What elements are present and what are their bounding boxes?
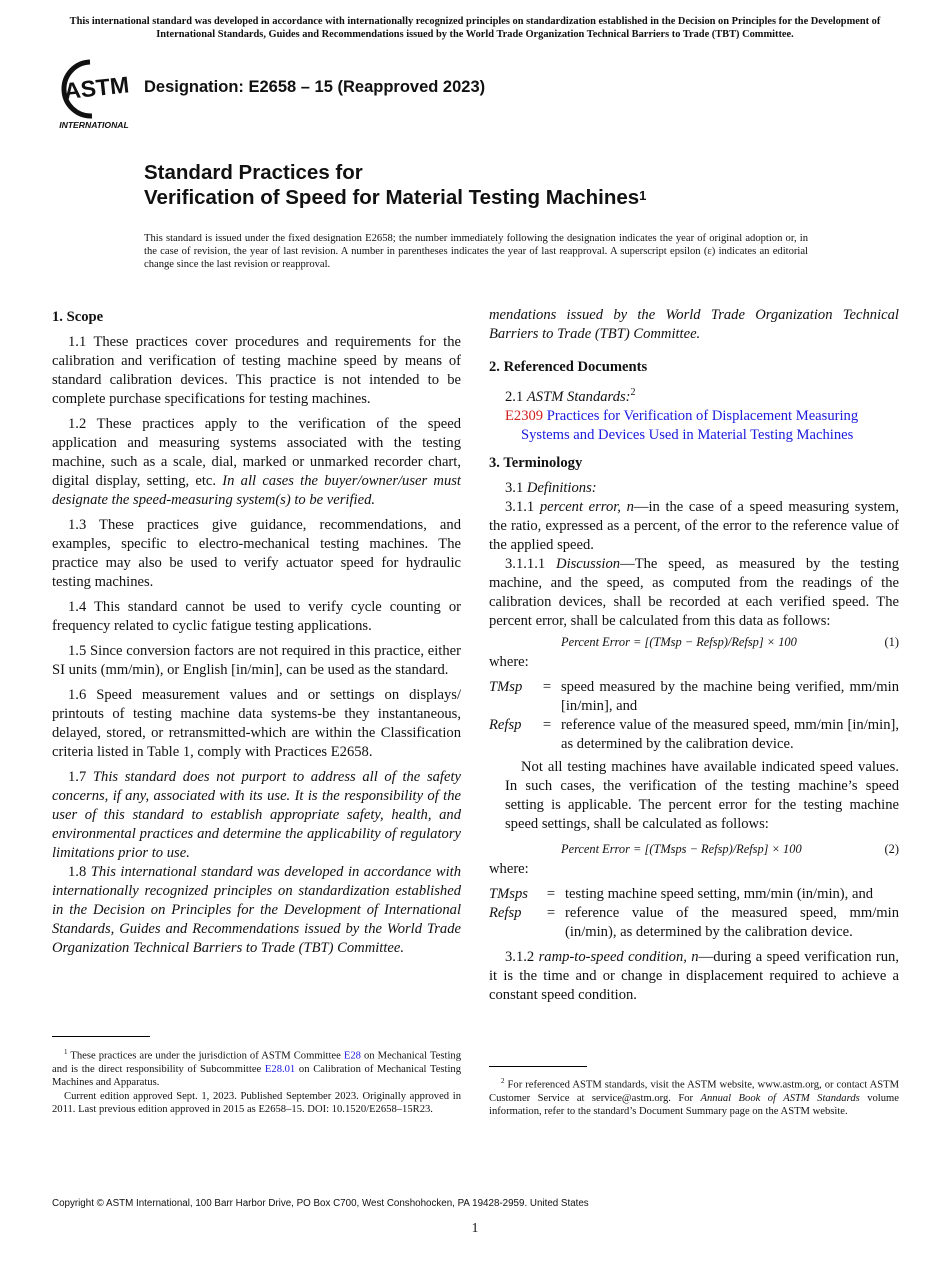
def-row: TMsps = testing machine speed setting, mm/min (in/min), and [489, 886, 874, 902]
terminology-section [489, 454, 899, 1005]
copyright: Copyright © ASTM International, 100 Barr Harbor Drive, PO Box C700, West Conshohocken, PA 19428-2959. United States [52, 1198, 589, 1209]
para-1-2 [52, 415, 461, 510]
footnote-rule-left [52, 1036, 150, 1037]
para-1-2-text: 1.2 These practices apply to the verification of the speed application and measuring systems associated with the testing machine, such as a scale, dial, marked or unmarked recorder chart, digital display, setting, etc. [52, 416, 461, 489]
equation-1-number: (1) [884, 634, 899, 649]
para-1-7 [52, 768, 461, 863]
para-1-1: 1.1 These practices cover procedures and requirements for the calibration and verification of testing machine speed by means of standard calibration devices. This practice is not intended to be complete purchase specifications for testing machines. [52, 334, 461, 407]
definitions-label: 3.1 Definitions: [505, 480, 597, 496]
footnote-1-text-b: on Mechanical Testing and is the direct responsibility of Subcommittee [52, 1050, 461, 1075]
para-1-7-text: This standard does not purport to address all of the safety concerns, if any, associated with its use. It is the responsibility of the user of this standard to establish appropriate safety, health, and environmental practices and determine the applicability of regulatory limitations prior to use. [52, 769, 461, 861]
referenced-section [489, 358, 899, 445]
footnote-2: $^2$ For referenced ASTM standards, visit the ASTM website, www.astm.org, or contact ASTM Customer Service at service@astm.org. For Annual Book of ASTM Standards volume information, refer to the standard’s Document Summary page on the ASTM website. [489, 1077, 899, 1118]
definitions-1 [489, 678, 899, 754]
link-e28-01[interactable]: E28.01 [264, 1063, 296, 1075]
speed-setting-note: Not all testing machines have available indicated speed values. In such cases, the verification of the testing machine’s speed setting is applicable. The percent error for the testing machine speed settings, shall be calculated as follows: [505, 759, 899, 832]
scope-heading: 1. Scope [52, 309, 104, 325]
term-3-1-1-1: 3.1.1.1 Discussion—The speed, as measured by the testing machine, and the speed, as computed from the readings of the calibration devices, shall be recorded at each verified speed. The percent error, shall be calculated from this data as follows: [489, 556, 899, 629]
def-row: TMsp = speed measured by the machine being verified, mm/min [in/min], and [489, 679, 899, 714]
astm-standards-label: 2.1 ASTM Standards:$^2$ [505, 387, 636, 405]
where-1: where: [489, 654, 529, 670]
footnote-1-edition: Current edition approved Sept. 1, 2023. Published September 2023. Originally approved in 2011. Last previous edition approved in 2015 as E2658–15. DOI: 10.1520/E2658–15R23. [52, 1090, 461, 1116]
logo-subtext: INTERNATIONAL [59, 120, 129, 130]
footnote-1-text-a: These practices are under the jurisdiction of ASTM Committee [70, 1050, 344, 1062]
link-e28[interactable]: E28 [343, 1050, 361, 1062]
referenced-heading: 2. Referenced Documents [489, 359, 648, 375]
left-column [52, 308, 461, 958]
para-1-5: 1.5 Since conversion factors are not required in this practice, either SI units (mm/min), or English [in/min], can be used as the standard. [52, 643, 461, 678]
page-title [144, 160, 646, 210]
top-note: This international standard was developed in accordance with internationally recognized principles on standardization established in the Decision on Principles for the Development of International Standards, Guides and Recommendations issued by the World Trade Organization Technical Barriers to Trade (TBT) Committee. [69, 16, 881, 40]
term-3-1-1: 3.1.1 percent error, n—in the case of a speed measuring system, the ratio, expressed as a percent, of the error to the reference value of the applied speed. [489, 499, 899, 553]
footnote-1-text-c: on Calibration of Mechanical Testing Machines and Apparatus. [52, 1063, 461, 1089]
para-1-6: 1.6 Speed measurement values and or settings on displays/ printouts of testing machine data systems-be they instantaneous, delayed, stored, or retransmitted-which are within the Classification criteria listed in Table 1, comply with Practices E2658. [52, 687, 461, 760]
right-column [489, 306, 899, 344]
definitions-2 [489, 885, 899, 942]
para-1-7-num: 1.7 [68, 769, 93, 785]
title-footnote-mark: 1 [639, 188, 647, 203]
equation-1: Percent Error = [(TMsp − Refsp)/Refsp] × 100 (1) [489, 631, 899, 653]
footnote-2-text-c: volume information, refer to the standard’s Document Summary page on the ASTM website. [489, 1092, 899, 1118]
term-3-1-2: 3.1.2 ramp-to-speed condition, n—during a speed verification run, it is the time and or change in displacement required to achieve a constant speed condition. [489, 949, 900, 1003]
page-number: 1 [471, 1220, 479, 1235]
def-row: Refsp = reference value of the measured speed, mm/min [in/min], as determined by the calibration device. [489, 717, 899, 752]
equation-2-number: (2) [884, 841, 899, 856]
para-1-8-continued: mendations issued by the World Trade Organization Technical Barriers to Trade (TBT) Committee. [489, 307, 899, 342]
para-1-3: 1.3 These practices give guidance, recommendations, and examples, specific to electro-mechanical testing machines. The practice may also be used to verify actuator speed for hydraulic testing machines. [52, 517, 461, 590]
para-1-4: 1.4 This standard cannot be used to verify cycle counting or frequency related to cyclic fatigue testing applications. [52, 599, 461, 634]
issued-note: This standard is issued under the fixed designation E2658; the number immediately following the designation indicates the year of original adoption or, in the case of revision, the year of last revision. A number in parentheses indicates the year of last reapproval. A superscript epsilon (ε) indicates an editorial change since the last revision or reapproval. [144, 233, 808, 271]
where-2: where: [489, 861, 529, 877]
ref-code[interactable]: E2309 [505, 407, 544, 424]
para-1-2-italic: In all cases the buyer/owner/user must designate the speed-measuring system(s) to be verified. [52, 473, 461, 508]
footnote-1: $^1$ These practices are under the jurisdiction of ASTM Committee E28 on Mechanical Testing and is the direct responsibility of Subcommittee E28.01 on Calibration of Mechanical Testing Machines and Apparatus. Current edition approved Sept. 1, 2023. Published September 2023. Originally approved in 2011. Last previous edition approved in 2015 as E2658–15. DOI: 10.1520/E2658–15R23. [52, 1048, 461, 1116]
astm-logo [52, 56, 136, 132]
footnote-2-text-a: For referenced ASTM standards, visit the ASTM website, www.astm.org, or contact ASTM Customer Service at service@astm.org. For [489, 1079, 899, 1104]
para-1-8-text: This international standard was developed in accordance with internationally recognized principles on standardization established in the Decision on Principles for the Development of International Standards, Guides and Recommendations issued by the World Trade Organization Technical Barriers to Trade (TBT) Committee. [52, 864, 462, 956]
terminology-heading: 3. Terminology [489, 455, 583, 471]
footnote-2-italic: Annual Book of ASTM Standards [700, 1092, 860, 1104]
title-line-2: Verification of Speed for Material Testing Machines [144, 186, 640, 209]
ref-title[interactable]: Practices for Verification of Displacement Measuring Systems and Devices Used in Material Testing Machines [521, 407, 859, 443]
designation: Designation: E2658 – 15 (Reapproved 2023) [144, 78, 486, 96]
para-1-8 [52, 863, 461, 958]
equation-2: Percent Error = [(TMsps − Refsp)/Refsp] × 100 (2) [489, 838, 899, 860]
def-row: Refsp = reference value of the measured speed, mm/min (in/min), as determined by the calibration device. [489, 905, 899, 940]
para-1-8-num: 1.8 [68, 864, 91, 880]
logo-text: ASTM [62, 71, 131, 105]
title-line-1: Standard Practices for [144, 161, 363, 184]
reference-e2309[interactable] [489, 407, 899, 445]
footnote-rule-right [489, 1066, 587, 1067]
